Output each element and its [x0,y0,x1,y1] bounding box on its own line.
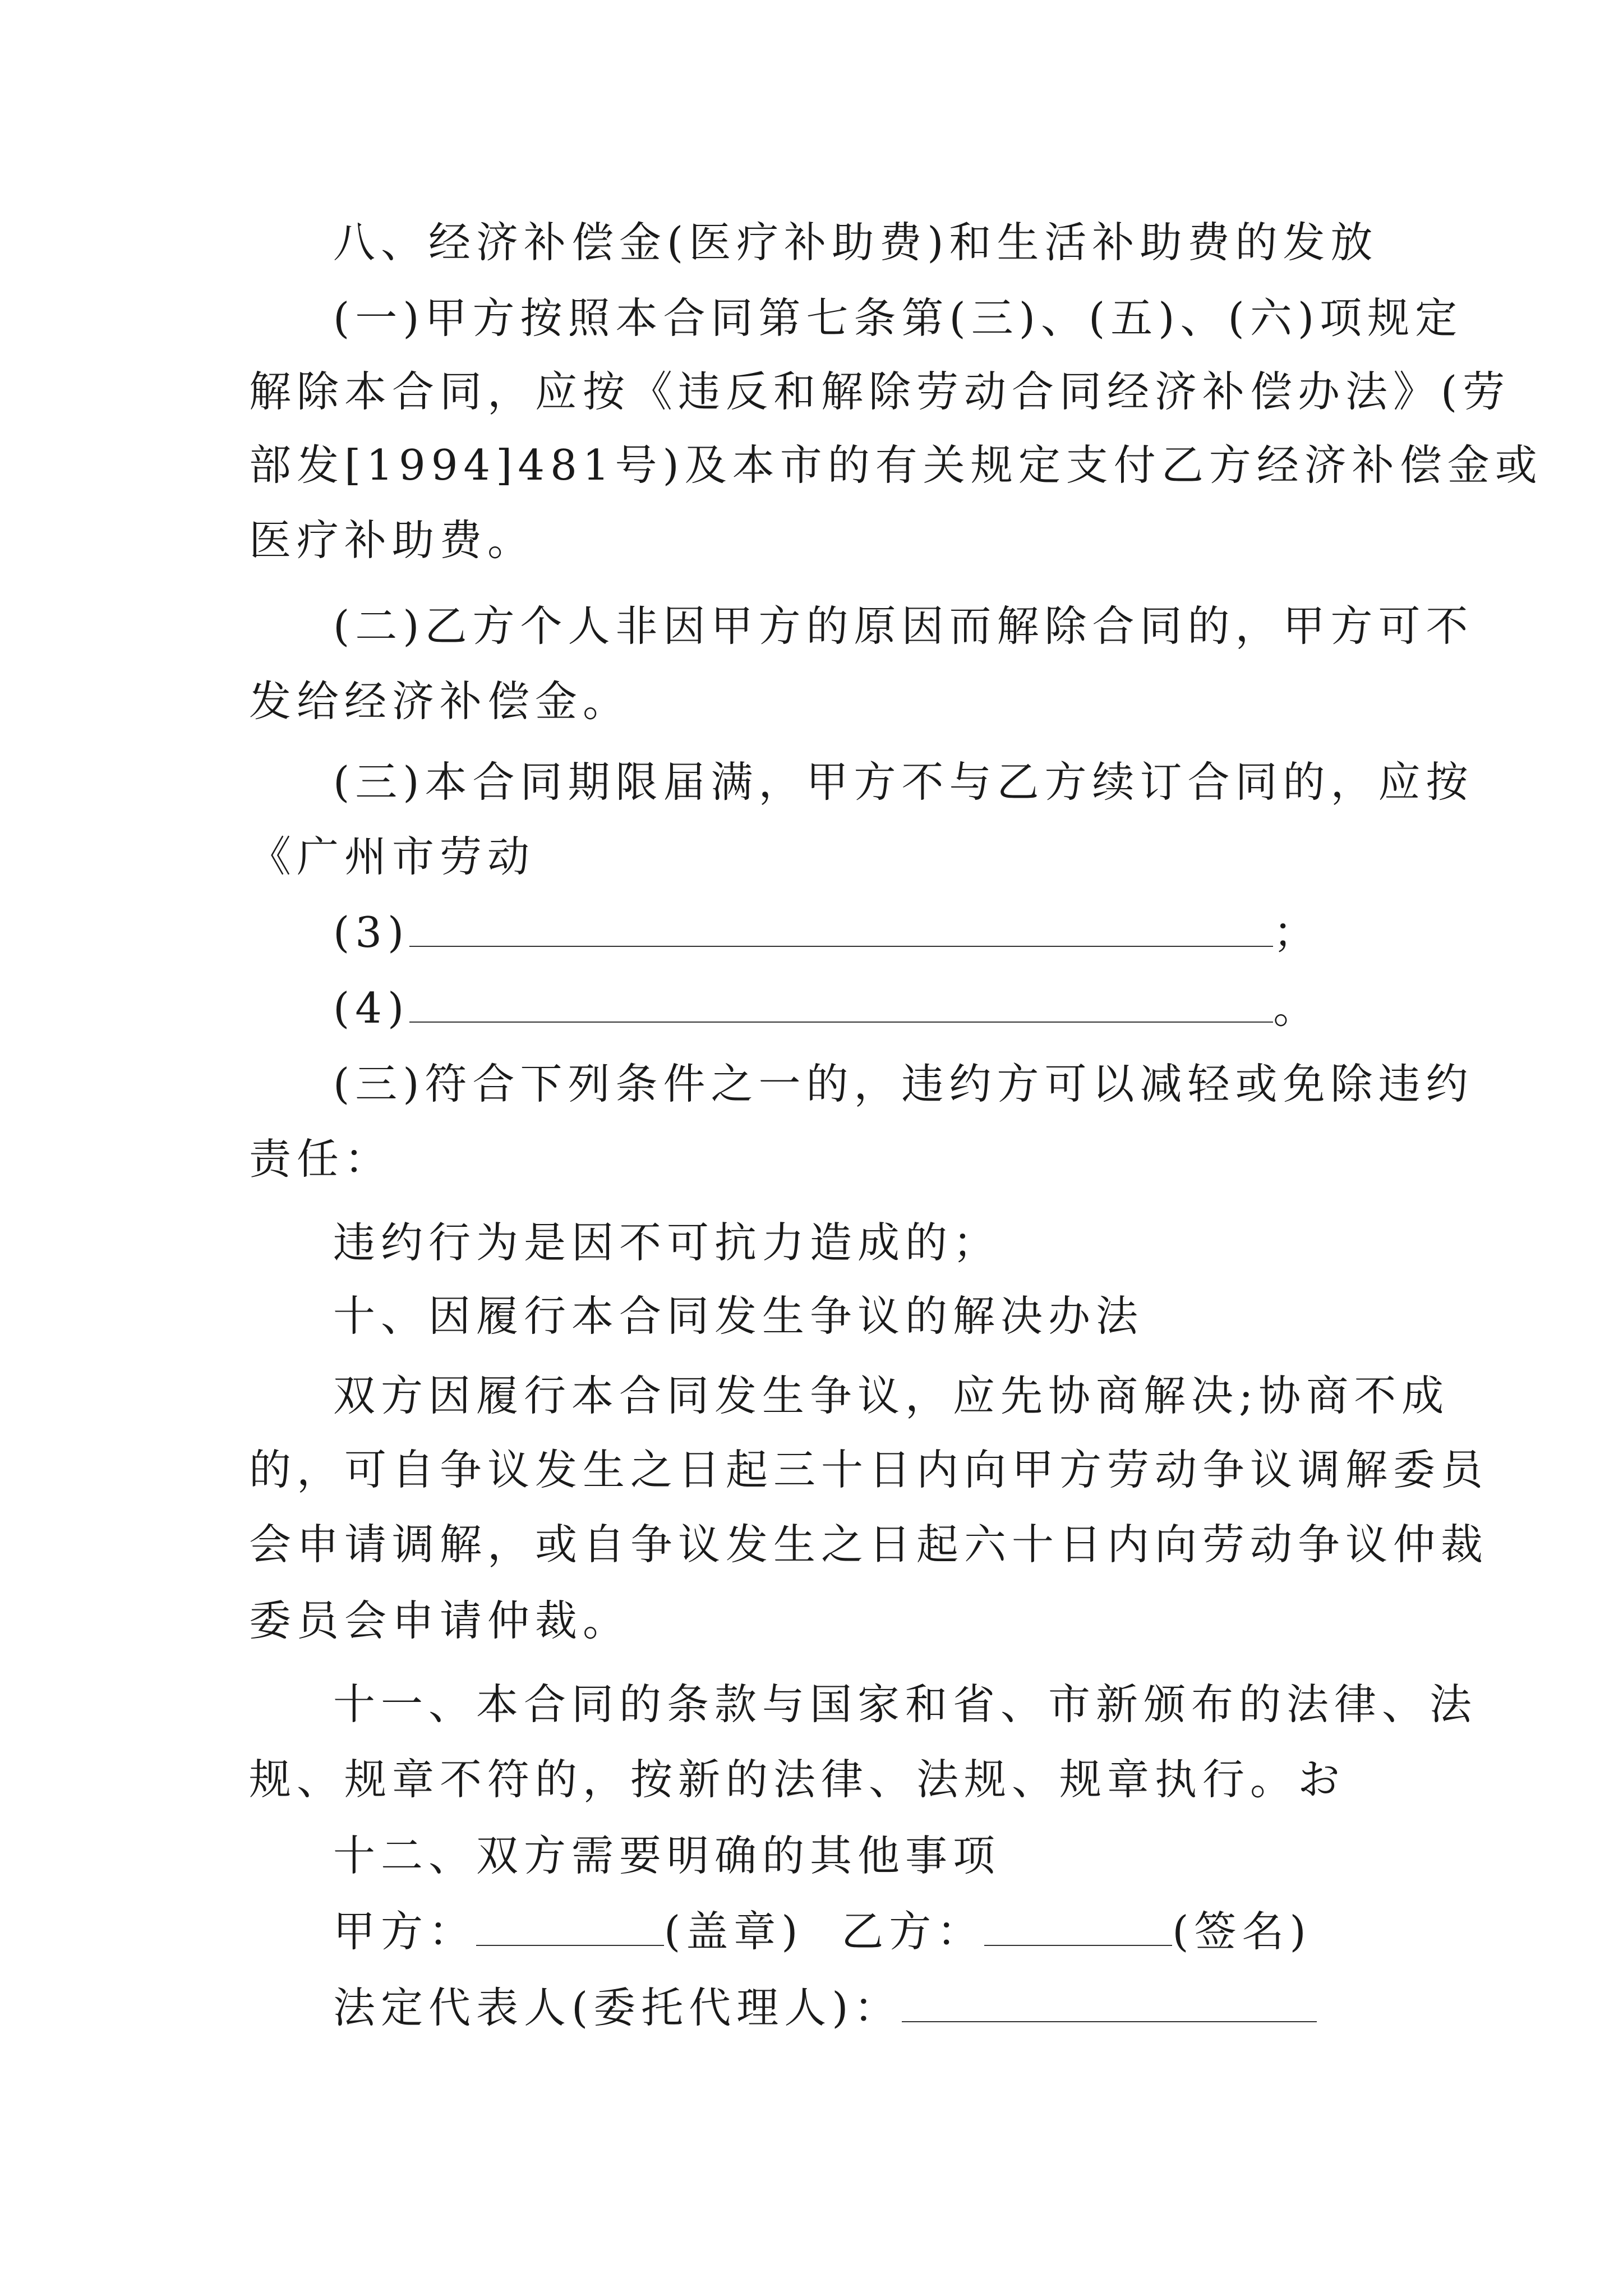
signature-label: (签名) [1172,1907,1312,1956]
section-12-heading: 十二、双方需要明确的其他事项 [333,1831,1001,1880]
paragraph-line: 违约行为是因不可抗力造成的； [333,1218,1001,1267]
paragraph-line: (二)乙方个人非因甲方的原因而解除合同的，甲方可不 [333,601,1474,651]
section-10-heading: 十、因履行本合同发生争议的解决办法 [333,1291,1144,1341]
blank-field[interactable] [409,987,1273,1023]
item-number: (4) [333,983,410,1033]
paragraph-line: (三)本合同期限届满，甲方不与乙方续订合同的，应按 [333,757,1474,807]
paragraph-line: 会申请调解，或自争议发生之日起六十日内向劳动争议仲裁 [249,1520,1489,1569]
paragraph-line: 责任： [249,1134,393,1184]
fill-in-line-4 [333,980,1321,1036]
paragraph-line: 双方因履行本合同发生争议，应先协商解决;协商不成 [333,1371,1450,1420]
section-8-heading: 八、经济补偿金(医疗补助费)和生活补助费的发放 [333,218,1378,267]
party-b-blank[interactable] [984,1910,1172,1946]
paragraph-line: 解除本合同，应按《违反和解除劳动合同经济补偿办法》(劳 [249,367,1511,416]
paragraph-line: 《广州市劳动 [249,832,536,881]
signature-line-representative [333,1980,1317,2036]
signature-line-parties [333,1903,1312,1959]
party-a-label: 甲方： [333,1907,477,1956]
paragraph-line: 十一、本合同的条款与国家和省、市新颁布的法律、法 [333,1680,1478,1729]
blank-field[interactable] [409,911,1273,947]
line-end-punct: 。 [1273,983,1321,1033]
paragraph-line: 发给经济补偿金。 [249,677,631,726]
representative-blank[interactable] [902,1986,1317,2022]
paragraph-line: 部发[1994]481号)及本市的有关规定支付乙方经济补偿金或 [249,440,1543,490]
paragraph-line: (一)甲方按照本合同第七条第(三)、(五)、(六)项规定 [333,293,1463,343]
line-end-punct: ； [1273,908,1321,957]
item-number: (3) [333,908,410,957]
representative-label: 法定代表人(委托代理人)： [333,1983,902,2032]
paragraph-line: 医疗补助费。 [249,516,536,565]
paragraph-line: (三)符合下列条件之一的，违约方可以减轻或免除违约 [333,1059,1474,1108]
fill-in-line-3 [333,904,1321,960]
seal-label: (盖章) [664,1907,804,1956]
paragraph-line: 规、规章不符的，按新的法律、法规、规章执行。お [249,1755,1346,1804]
party-b-label: 乙方： [841,1907,985,1956]
paragraph-line: 的，可自争议发生之日起三十日内向甲方劳动争议调解委员 [249,1445,1489,1494]
party-a-blank[interactable] [476,1910,664,1946]
paragraph-line: 委员会申请仲裁。 [249,1596,631,1645]
